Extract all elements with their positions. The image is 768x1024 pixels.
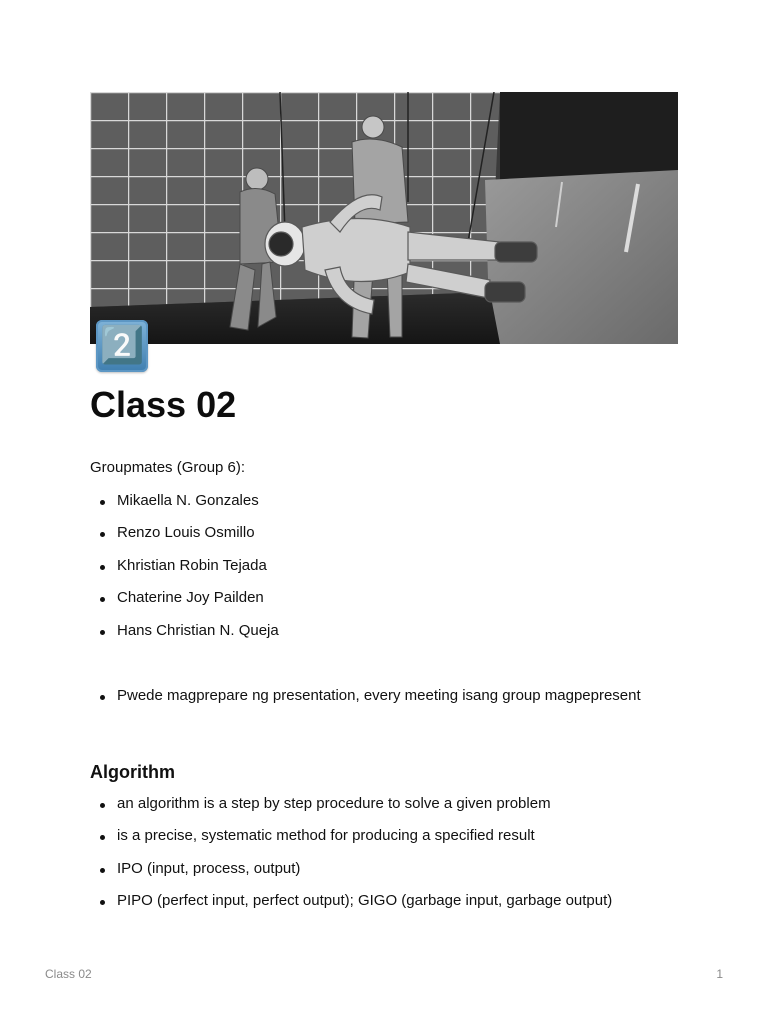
list-item: Khristian Robin Tejada <box>90 556 279 588</box>
page-title: Class 02 <box>90 384 237 425</box>
keycap-two-icon: 2️⃣ <box>96 320 148 372</box>
list-item: Pwede magprepare ng presentation, every meeting isang group magpepresent <box>90 686 641 718</box>
list-item: Hans Christian N. Queja <box>90 621 279 653</box>
list-item: IPO (input, process, output) <box>90 859 612 891</box>
algorithm-heading: Algorithm <box>90 762 175 782</box>
algorithm-list <box>90 794 612 924</box>
note-list <box>90 686 641 718</box>
groupmates-list <box>90 491 279 653</box>
cover-image <box>90 92 678 344</box>
page-number: 1 <box>716 967 723 981</box>
list-item: Mikaella N. Gonzales <box>90 491 279 523</box>
list-item: PIPO (perfect input, perfect output); GIGO (garbage input, garbage output) <box>90 891 612 923</box>
groupmates-label: Groupmates (Group 6): <box>90 459 246 476</box>
footer-title: Class 02 <box>45 967 92 981</box>
list-item: Chaterine Joy Pailden <box>90 588 279 620</box>
list-item: Renzo Louis Osmillo <box>90 523 279 555</box>
list-item: an algorithm is a step by step procedure to solve a given problem <box>90 794 612 826</box>
list-item: is a precise, systematic method for producing a specified result <box>90 826 612 858</box>
